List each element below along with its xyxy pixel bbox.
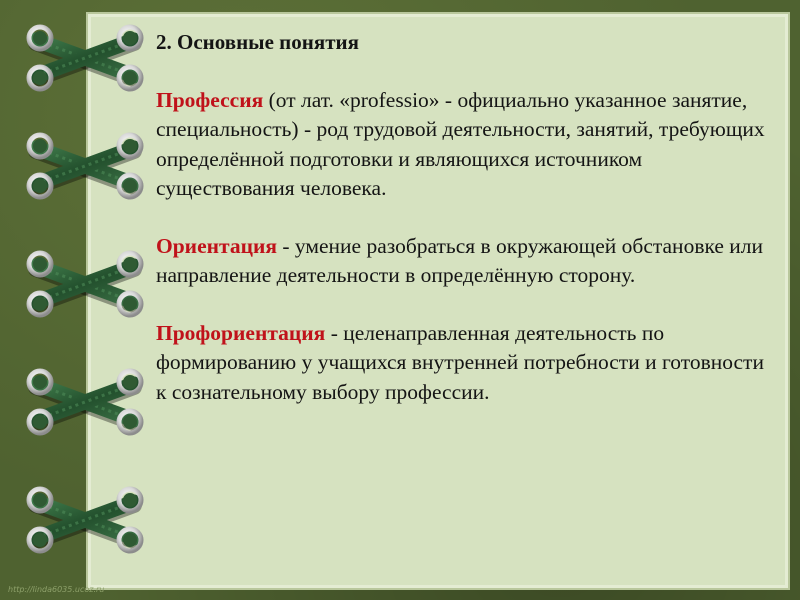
- definition-term: Ориентация: [156, 233, 277, 258]
- definition-text: - целенаправленная деятельность по формированию у учащихся внутренней потребности и готовности к сознательному выбору профессии.: [156, 320, 764, 404]
- page-title: 2. Основные понятия: [156, 30, 359, 54]
- lace-icon: [29, 253, 141, 315]
- lace-icon: [29, 489, 141, 551]
- definitions-list: [156, 86, 766, 408]
- lace-icon: [29, 135, 141, 197]
- definition-2: [156, 232, 766, 291]
- definition-1: [156, 86, 766, 204]
- definition-term: Профориентация: [156, 320, 326, 345]
- definition-term: Профессия: [156, 87, 264, 112]
- text-content: [156, 28, 766, 435]
- lace-icon: [29, 371, 141, 433]
- definition-text: - умение разобраться в окружающей обстановке или направление деятельности в определённую сторону.: [156, 233, 764, 287]
- definition-text: (от лат. «professio» - официально указанное занятие, специальность) - род трудовой деятельности, занятий, требующих определённой подготовки и являющихся источником существования человека.: [156, 87, 765, 200]
- definition-3: [156, 319, 766, 408]
- watermark: http://linda6035.ucoz.ru: [8, 585, 105, 594]
- lace-icon: [29, 27, 141, 89]
